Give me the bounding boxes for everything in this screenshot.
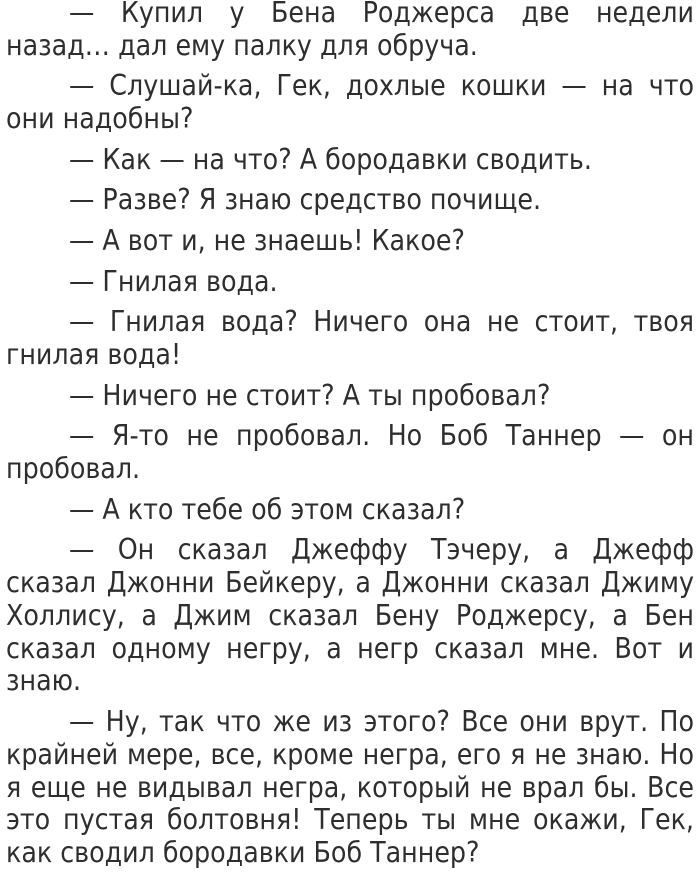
paragraph-text: — Гнилая вода? Ничего она не стоит, твоя гнилая вода!: [6, 305, 694, 371]
paragraph-text: — А кто тебе об этом сказал?: [69, 492, 466, 526]
paragraph-text: — Я-то не пробовал. Но Боб Таннер — он пробовал.: [6, 419, 694, 485]
paragraph-text: — Он сказал Джеффу Тэчеру, а Джефф сказал Джонни Бейкеру, а Джонни сказал Джиму Холлису, а Джим сказал Бену Роджерсу, а Бен сказал одному негру, а негр сказал мне. Вот и знаю.: [6, 533, 694, 698]
paragraph: [6, 225, 694, 258]
paragraph: [6, 534, 694, 698]
paragraph: [6, 494, 694, 527]
paragraph: [6, 706, 694, 870]
paragraph: [6, 70, 694, 136]
paragraph: [6, 184, 694, 217]
paragraph-text: — Ничего не стоит? А ты пробовал?: [69, 378, 551, 412]
paragraph-text: — Слушай-ка, Гек, дохлые кошки — на что они надобны?: [6, 69, 694, 136]
paragraph-text: — А вот и, не знаешь! Какое?: [69, 223, 465, 257]
paragraph: [6, 420, 694, 486]
book-page-text: [6, 0, 694, 878]
paragraph-text: — Гнилая вода.: [69, 264, 278, 298]
paragraph-text: — Купил у Бена Роджерса две недели назад… дал ему палку для обруча.: [6, 0, 694, 62]
paragraph: [6, 306, 694, 372]
paragraph: [6, 266, 694, 299]
paragraph: [6, 380, 694, 413]
paragraph-text: — Разве? Я знаю средство почище.: [69, 183, 542, 217]
paragraph-text: — Ну, так что же из этого? Все они врут. По крайней мере, все, кроме негра, его я не знаю. Но я еще не видывал негра, который не врал бы. Все это пустая болтовня! Теперь ты мне окажи, Гек, как сводил бородавки Боб Таннер?: [6, 704, 694, 870]
paragraph: [6, 0, 694, 63]
paragraph: [6, 144, 694, 177]
paragraph-text: — Как — на что? А бородавки сводить.: [69, 142, 592, 176]
